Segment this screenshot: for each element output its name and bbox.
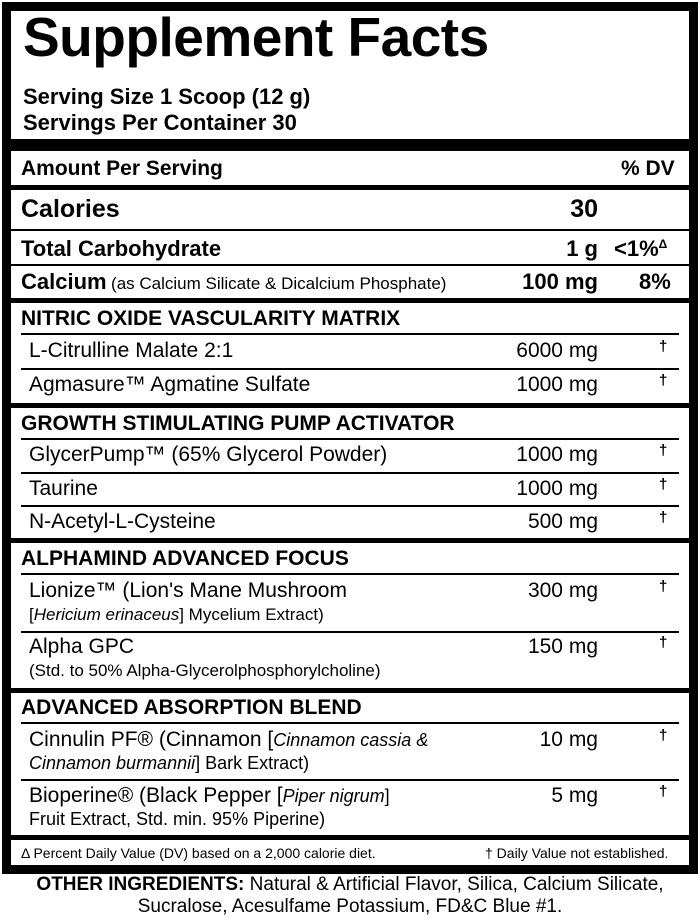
section-title: ADVANCED ABSORPTION BLEND: [21, 696, 362, 719]
carbohydrate-dv: <1%$^\Delta$: [614, 236, 668, 261]
other-ingredients-line-1: OTHER INGREDIENTS: Natural & Artificial Flavor, Silica, Calcium Silicate,: [36, 874, 664, 895]
supplement-facts-panel: [2, 2, 698, 874]
divider: [21, 505, 679, 507]
dagger-mark: †: [659, 442, 668, 459]
ingredient-amount: 10 mg: [539, 728, 598, 751]
carbohydrate-amount: 1 g: [566, 236, 598, 261]
calcium-dv: 8%: [639, 269, 671, 294]
divider: [11, 185, 689, 190]
footnote-dagger: † Daily Value not established.: [485, 845, 669, 861]
calcium-amount: 100 mg: [522, 269, 598, 294]
panel-title: Supplement Facts: [23, 6, 489, 68]
amount-per-serving-label: Amount Per Serving: [21, 157, 223, 180]
dagger-mark: †: [659, 783, 668, 800]
servings-per-container: Servings Per Container 30: [23, 110, 297, 135]
ingredient-amount: 300 mg: [527, 579, 598, 602]
ingredient-name: L-Citrulline Malate 2:1: [29, 339, 234, 362]
calcium-label: Calcium: [21, 269, 107, 294]
ingredient-amount: 1000 mg: [516, 443, 598, 466]
calcium-row-label: [21, 269, 446, 295]
divider: [21, 472, 679, 474]
calories-label: Calories: [21, 195, 120, 223]
divider: [21, 631, 679, 633]
divider: [11, 538, 689, 543]
dagger-mark: †: [659, 476, 668, 493]
divider: [11, 229, 689, 231]
divider: [21, 722, 679, 724]
ingredient-name: Lionize™ (Lion's Mane Mushroom: [29, 579, 347, 602]
other-ingredients: [0, 874, 700, 918]
serving-size: Serving Size 1 Scoop (12 g): [23, 84, 311, 109]
section-title: GROWTH STIMULATING PUMP ACTIVATOR: [21, 412, 455, 435]
ingredient-name: GlycerPump™ (65% Glycerol Powder): [29, 443, 388, 466]
dagger-mark: †: [659, 578, 668, 595]
ingredient-name: Agmasure™ Agmatine Sulfate: [29, 373, 311, 396]
divider: [21, 573, 679, 575]
calcium-detail: (as Calcium Silicate & Dicalcium Phosphate): [111, 274, 447, 293]
thick-divider: [11, 139, 689, 151]
section-title: ALPHAMIND ADVANCED FOCUS: [21, 547, 349, 570]
section-title: NITRIC OXIDE VASCULARITY MATRIX: [21, 307, 401, 330]
divider: [21, 438, 679, 440]
divider: [21, 368, 679, 370]
dagger-mark: †: [659, 634, 668, 651]
ingredient-name: N-Acetyl-L-Cysteine: [29, 510, 216, 533]
ingredient-name: Taurine: [29, 477, 98, 500]
dagger-mark: †: [659, 727, 668, 744]
carbohydrate-label: Total Carbohydrate: [21, 236, 222, 261]
ingredient-amount: 1000 mg: [516, 373, 598, 396]
dagger-mark: †: [659, 338, 668, 355]
divider: [11, 298, 689, 303]
footnote-dv: Δ Percent Daily Value (DV) based on a 2,000 calorie diet.: [21, 845, 376, 861]
calories-amount: 30: [570, 195, 598, 223]
ingredient-subtext: Cinnamon burmannii] Bark Extract): [29, 753, 310, 773]
dagger-mark: †: [659, 509, 668, 526]
dv-header-label: % DV: [621, 157, 675, 180]
divider: [11, 835, 689, 840]
divider: [21, 779, 679, 781]
ingredient-amount: 1000 mg: [516, 477, 598, 500]
ingredient-subtext: (Std. to 50% Alpha-Glycerolphosphorylcholine): [29, 661, 381, 680]
ingredient-subtext: [Hericium erinaceus] Mycelium Extract): [29, 605, 324, 624]
ingredient-name: Cinnulin PF® (Cinnamon [Cinnamon cassia &: [29, 728, 429, 751]
divider: [11, 264, 689, 266]
ingredient-amount: 6000 mg: [516, 339, 598, 362]
divider: [11, 688, 689, 693]
divider: [21, 333, 679, 335]
ingredient-subtext: Fruit Extract, Std. min. 95% Piperine): [29, 809, 326, 829]
divider: [11, 403, 689, 408]
ingredient-name: Bioperine® (Black Pepper [Piper nigrum]: [29, 784, 390, 807]
ingredient-amount: 150 mg: [527, 635, 598, 658]
ingredient-amount: 5 mg: [551, 784, 598, 807]
ingredient-name: Alpha GPC: [29, 635, 135, 658]
ingredient-amount: 500 mg: [527, 510, 598, 533]
dagger-mark: †: [659, 372, 668, 389]
other-ingredients-line-2: Sucralose, Acesulfame Potassium, FD&C Blue #1.: [137, 896, 563, 917]
